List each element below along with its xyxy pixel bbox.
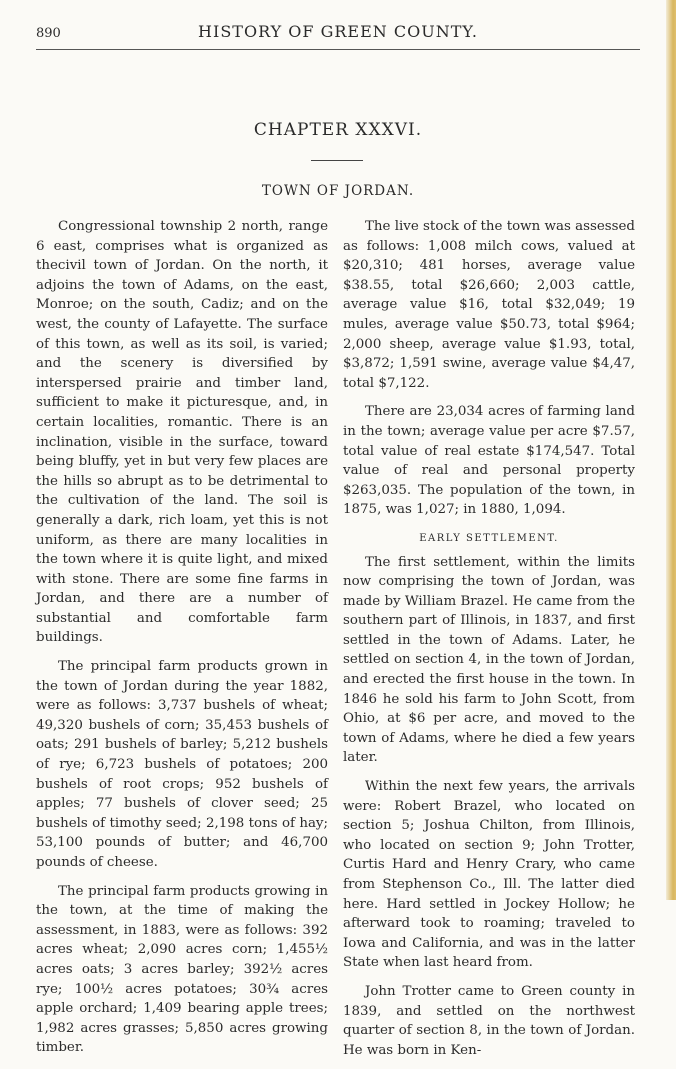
paragraph: Within the next few years, the arrivals were: Robert Brazel, who located on section 5; Joshua Chilton, from Illinois, who located on section 9; John Trotter, Curtis Hard and Henry Crary, who came from Stephenson Co., Ill. The latter died here. Hard settled in Jockey Hollow; he afterward took to roaming; traveled to Iowa and California, and was in the latter State when last heard from. bbox=[343, 779, 635, 971]
paragraph: John Trotter came to Green county in 1839, and settled on the northwest quarter of section 8, in the town of Jordan. He was born in Ken- bbox=[343, 983, 635, 1058]
chapter-divider bbox=[311, 160, 363, 161]
paragraph: The first settlement, within the limits now comprising the town of Jordan, was made by William Brazel. He came from the southern part of Illinois, in 1837, and first settled in the town of Adams. Later, he settled on section 4, in the town of Jordan, and erected the first house in the town. In 1846 he sold his farm to John Scott, from Ohio, at $6 per acre, and moved to the town of Adams, where he died a few years later. bbox=[343, 554, 635, 766]
paragraph: The live stock of the town was assessed as follows: 1,008 milch cows, valued at $20,310; 481 horses, average value $38.55, total $26,660; 2,003 cattle, average value $16, total $32,049; 19 mules, average value $50.73, total $964; 2,000 sheep, average value $1.93, total, $3,872; 1,591 swine, average value $4,47, total $7,122. bbox=[343, 219, 635, 391]
running-title: HISTORY OF GREEN COUNTY. bbox=[198, 22, 478, 41]
paragraph: Congressional township 2 north, range 6 east, comprises what is organized as thecivil town of Jordan. On the north, it adjoins the town of Adams, on the east, Monroe; on the south, Cadiz; and on the west, the county of Lafayette. The surface of this town, as well as its soil, is varied; and the scenery is diversified by interspersed prairie and timber land, sufficient to make it picturesque, and, in certain localities, romantic. There is an inclination, visible in the surface, toward being bluffy, yet in but very few places are the hills so abrupt as to be detrimental to the cultivation of the land. The soil is generally a dark, rich loam, yet this is not uniform, as there are many localities in the town where it is quite light, and mixed with stone. There are some fine farms in Jordan, and there are a number of substantial and comfortable farm buildings. bbox=[36, 219, 328, 646]
chapter-title: CHAPTER XXXVI. bbox=[253, 120, 423, 140]
paragraph: The principal farm products growing in the town, at the time of making the assessment, in 1883, were as follows: 392 acres wheat; 2,090 acres corn; 1,455½ acres oats; 3 acres barley; 392½ acres rye; 100½ acres potatoes; 30¾ acres apple orchard; 1,409 bearing apple trees; 1,982 acres grasses; 5,850 acres growing timber. bbox=[36, 883, 328, 1056]
right-column bbox=[343, 217, 635, 1069]
left-column bbox=[36, 217, 328, 1067]
paragraph: The principal farm products grown in the town of Jordan during the year 1882, were as follows: 3,737 bushels of wheat; 49,320 bushels of corn; 35,453 bushels of oats; 291 bushels of barley; 5,212 bushels of rye; 6,723 bushels of potatoes; 200 bushels of root crops; 952 bushels of apples; 77 bushels of clover seed; 25 bushels of timothy seed; 2,198 tons of hay; 53,100 pounds of butter; and 46,700 pounds of cheese. bbox=[36, 659, 328, 870]
chapter-subtitle: TOWN OF JORDAN. bbox=[261, 183, 415, 199]
paragraph: There are 23,034 acres of farming land in the town; average value per acre $7.57, total value of real estate $174,547. Total value of real and personal property $263,035. The population of the town, in 1875, was 1,027; in 1880, 1,094. bbox=[343, 404, 635, 518]
section-heading: EARLY SETTLEMENT. bbox=[419, 532, 559, 544]
header-rule bbox=[36, 49, 640, 50]
page-number: 890 bbox=[36, 26, 61, 41]
